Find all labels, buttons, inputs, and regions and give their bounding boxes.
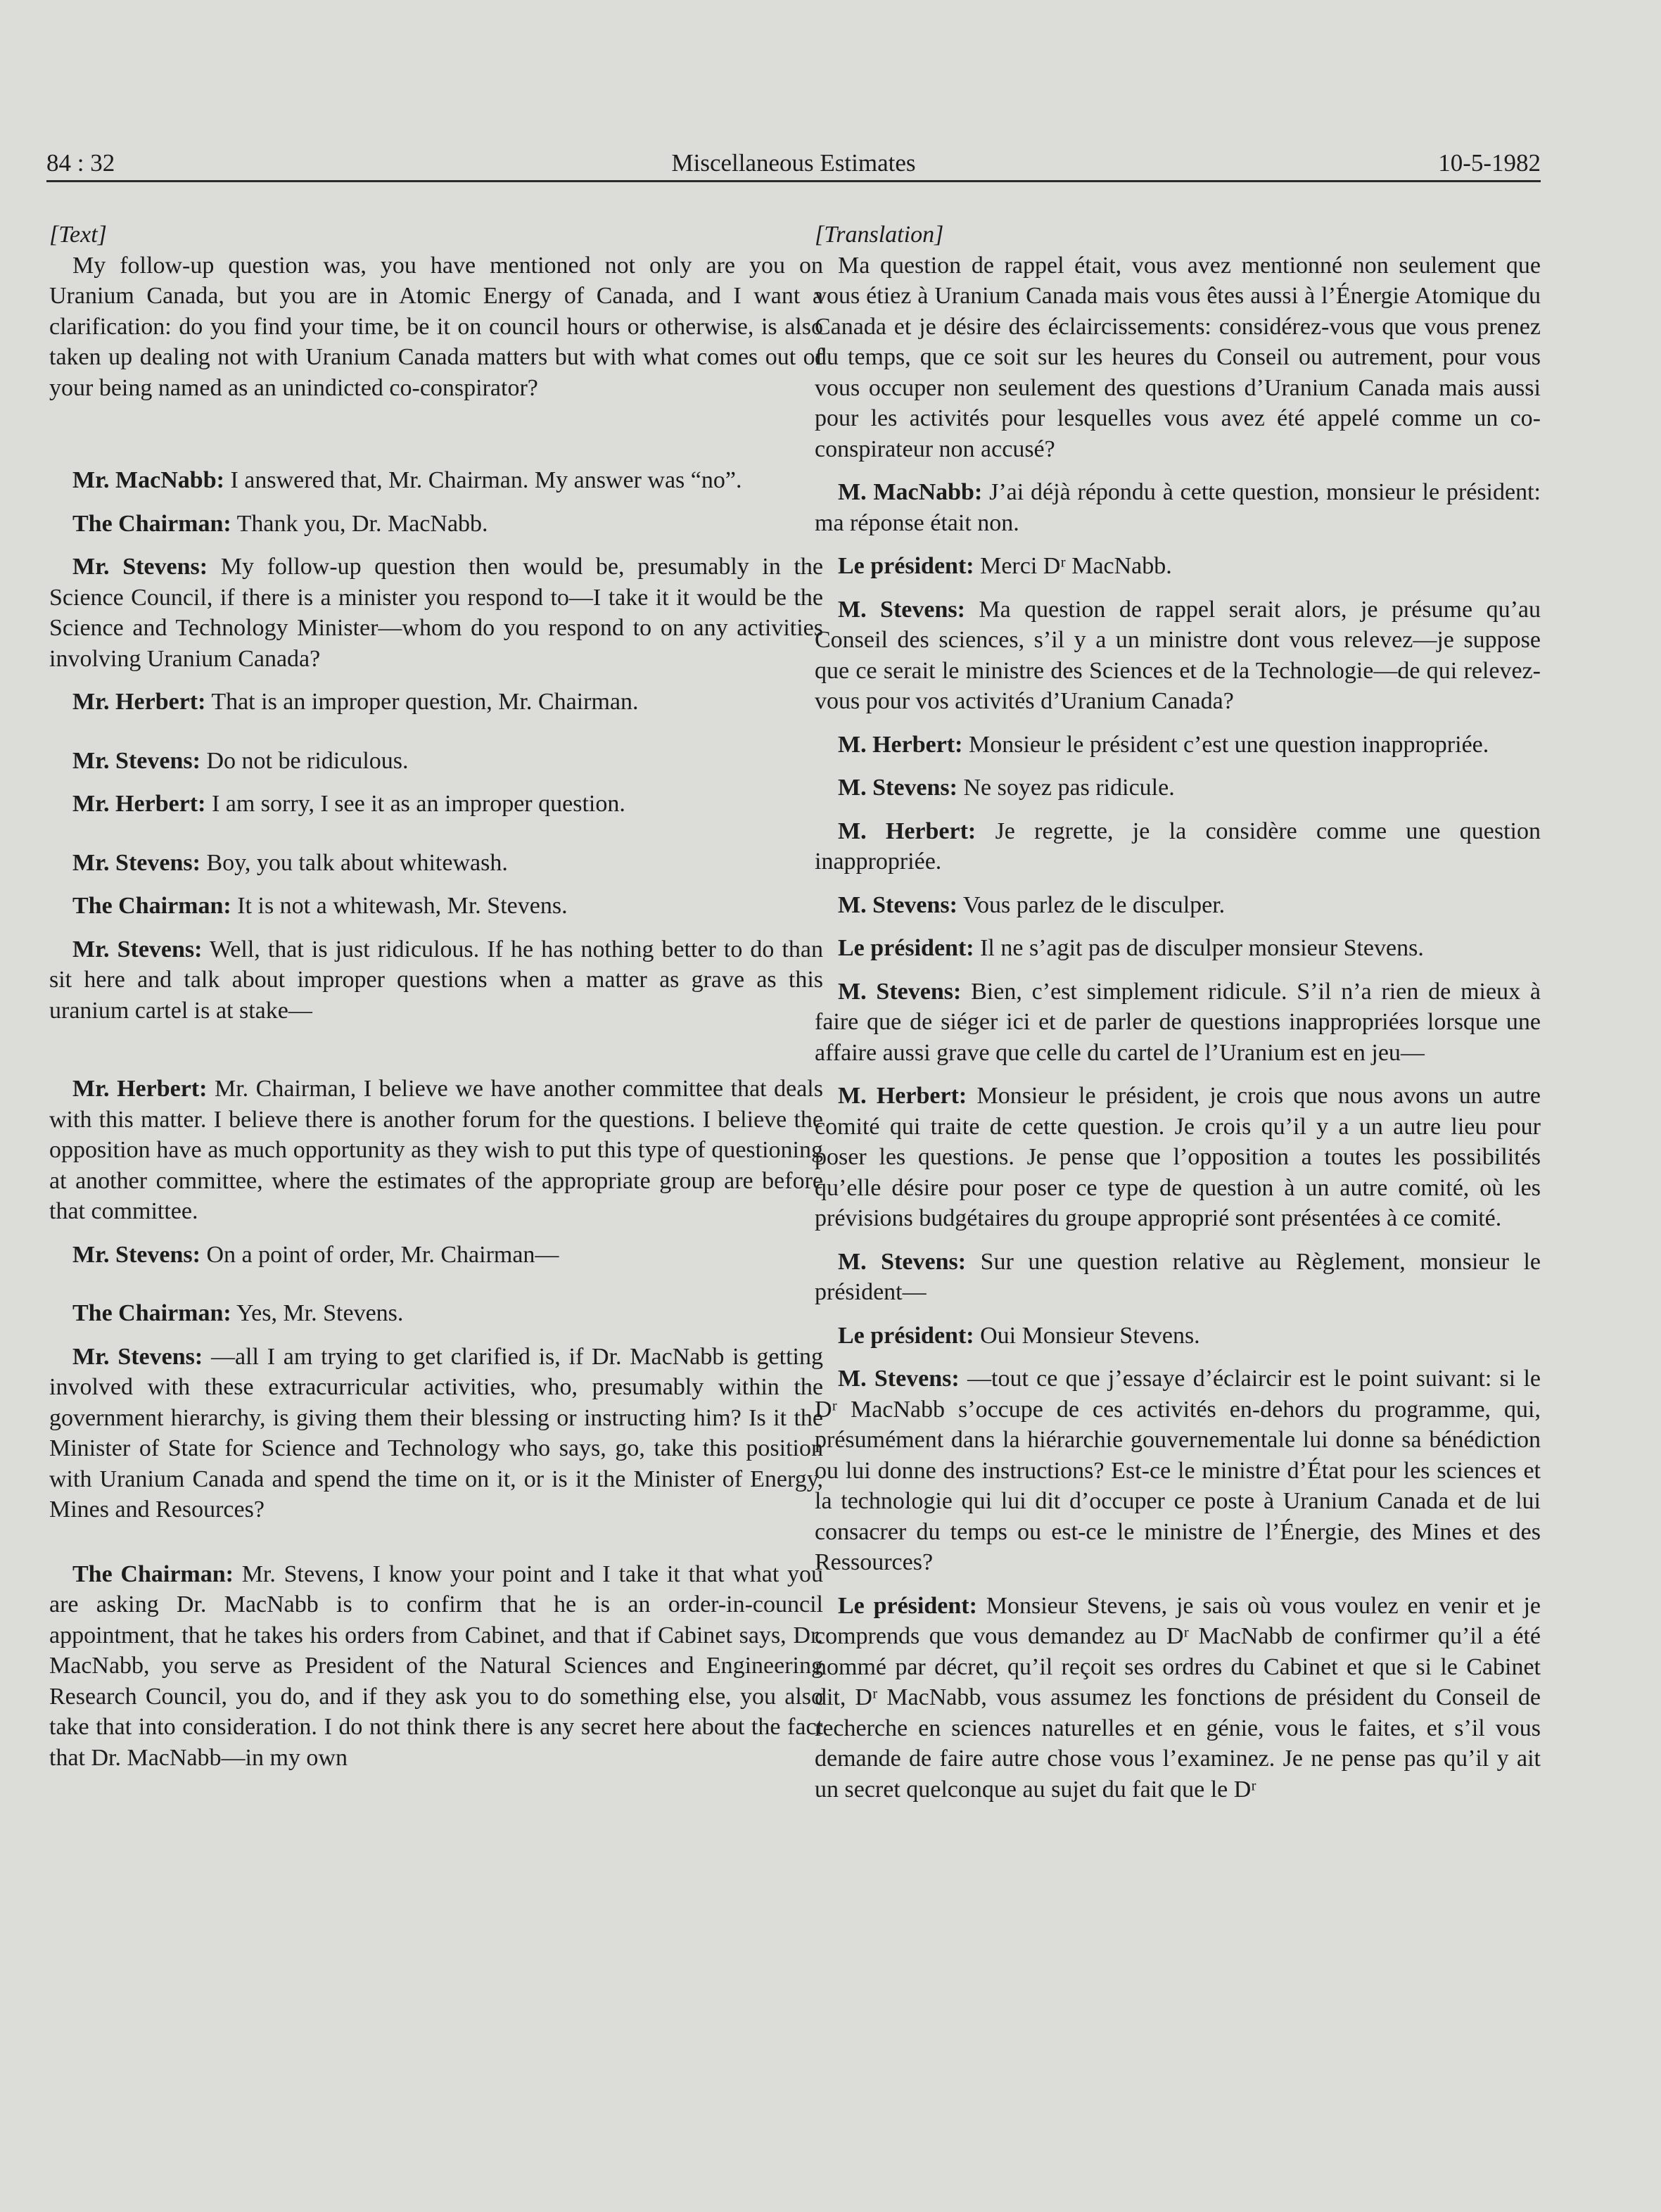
paragraph <box>49 250 823 404</box>
header-date: 10-5-1982 <box>1438 149 1541 177</box>
paragraph-text: That is an improper question, Mr. Chairman. <box>205 689 639 715</box>
speaker-name: M. Stevens: <box>838 775 957 801</box>
paragraph-text: Mr. Stevens, I know your point and I take it that what you are asking Dr. MacNabb is to confirm that he is an order-in-council appointment, that he takes his orders from Cabinet, and that if Cabinet says, Dr. MacNabb, you serve as President of the Natural Sciences and Engineering Research Council, you do, and if they ask you to do something else, you also take that into consideration. I do not think there is any secret here about the fact that Dr. MacNabb—in my own <box>49 1561 824 1771</box>
paragraph <box>49 552 823 674</box>
paragraph-text: Vous parlez de le disculper. <box>957 891 1226 918</box>
paragraph-text: Yes, Mr. Stevens. <box>231 1300 404 1326</box>
paragraph <box>49 687 823 718</box>
speaker-name: M. Herbert: <box>838 1083 967 1109</box>
paragraph-text: My follow-up question then would be, presumably in the Science Council, if there is a minister you respond to—I take it it would be the Science and Technology Minister—whom do you respond to on any activities involving Uranium Canada? <box>49 554 824 672</box>
speaker-name: M. Herbert: <box>838 818 976 844</box>
speaker-name: Mr. Herbert: <box>72 689 206 715</box>
paragraph <box>815 1364 1541 1578</box>
paragraph <box>49 465 823 496</box>
paragraph <box>49 1240 823 1271</box>
paragraph-text: Ne soyez pas ridicule. <box>957 775 1175 801</box>
speaker-name: M. Stevens: <box>838 596 965 623</box>
paragraph <box>815 816 1541 877</box>
paragraph <box>49 1074 823 1227</box>
paragraph-text: Je regrette, je la considère comme une question inappropriée. <box>815 818 1541 875</box>
paragraph <box>815 595 1541 717</box>
english-paragraphs <box>49 250 823 1774</box>
speaker-name: Mr. MacNabb: <box>72 467 224 493</box>
paragraph <box>815 933 1541 964</box>
english-column <box>49 220 823 1773</box>
speaker-name: Mr. Stevens: <box>72 1343 203 1370</box>
header-title: Miscellaneous Estimates <box>671 149 916 177</box>
paragraph-text: I answered that, Mr. Chairman. My answer was “no”. <box>224 467 742 493</box>
speaker-name: The Chairman: <box>72 893 231 919</box>
speaker-name: Le président: <box>838 935 974 961</box>
speaker-name: M. Stevens: <box>838 1366 960 1392</box>
speaker-name: The Chairman: <box>72 510 231 537</box>
paragraph-text: Merci Dʳ MacNabb. <box>974 553 1172 579</box>
paragraph <box>49 509 823 540</box>
paragraph-text: Boy, you talk about whitewash. <box>200 849 508 876</box>
paragraph <box>815 1247 1541 1308</box>
speaker-name: Le président: <box>838 1592 977 1619</box>
paragraph-text: I am sorry, I see it as an improper question. <box>205 791 625 817</box>
speaker-name: Mr. Herbert: <box>72 1076 208 1102</box>
paragraph <box>815 477 1541 538</box>
paragraph-text: It is not a whitewash, Mr. Stevens. <box>231 893 568 919</box>
running-header <box>46 146 1541 182</box>
paragraph <box>815 250 1541 465</box>
speaker-name: M. Herbert: <box>838 731 963 758</box>
paragraph-text: —all I am trying to get clarified is, if Dr. MacNabb is getting involved with these extracurricular activities, who, presumably within the government hierarchy, is giving them their blessing or instructing him? Is it the Minister of State for Science and Technology who says, go, take this position with Uranium Canada and spend the time on it, or is it the Minister of Energy, Mines and Resources? <box>49 1343 823 1523</box>
paragraph-text: Ma question de rappel serait alors, je présume qu’au Conseil des sciences, s’il y a un ministre dont vous relevez—je suppose que ce serait le ministre des Sciences et de la Technologie—de qui relevez-vous pour vos activités d’Uranium Canada? <box>815 596 1541 714</box>
paragraph <box>49 789 823 820</box>
speaker-name: M. MacNabb: <box>838 479 983 505</box>
paragraph-text: —tout ce que j’essaye d’éclaircir est le point suivant: si le Dʳ MacNabb s’occupe de ces activités en-dehors du programme, qui, présumément dans la hiérarchie gouvernementale lui donne sa bénédiction ou lui donne des instructions? Est-ce le ministre d’État pour les sciences et la technologie qui lui dit d’occuper ce poste à Uranium Canada et de lui consacrer du temps ou est-ce le ministre de l’Énergie, des Mines et des Ressources? <box>815 1366 1541 1575</box>
paragraph-text: Mr. Chairman, I believe we have another committee that deals with this matter. I believe there is another forum for the questions. I believe the opposition have as much opportunity as they wish to put this type of questioning at another committee, where the estimates of the appropriate group are before that committee. <box>49 1076 823 1224</box>
paragraph-text: Thank you, Dr. MacNabb. <box>231 510 488 537</box>
speaker-name: M. Stevens: <box>838 1248 967 1275</box>
speaker-name: Mr. Stevens: <box>72 849 201 876</box>
speaker-name: M. Stevens: <box>838 978 962 1005</box>
paragraph-text: Il ne s’agit pas de disculper monsieur Stevens. <box>974 935 1424 961</box>
speaker-name: Le président: <box>838 1322 974 1349</box>
paragraph-text: Ma question de rappel était, vous avez mentionné non seulement que vous étiez à Uranium Canada mais vous êtes aussi à l’Énergie Atomique du Canada et je désire des éclaircissements: considérez-vous que vous prenez du temps, que ce soit sur les heures du Conseil ou autrement, pour vous vous occuper non seulement des questions d’Uranium Canada mais aussi pour les activités pour lesquelles vous avez été appelé comme un co-conspirateur non accusé? <box>815 252 1541 462</box>
paragraph-text: On a point of order, Mr. Chairman— <box>200 1241 559 1268</box>
french-column <box>815 220 1541 1805</box>
translation-label: [Translation] <box>815 222 944 248</box>
paragraph-text: Monsieur le président c’est une question inappropriée. <box>962 731 1489 758</box>
paragraph <box>815 1321 1541 1352</box>
paragraph <box>815 551 1541 582</box>
paragraph-text: Oui Monsieur Stevens. <box>974 1322 1200 1349</box>
paragraph <box>49 848 823 879</box>
paragraph <box>815 730 1541 761</box>
paragraph <box>49 1298 823 1329</box>
paragraph <box>815 977 1541 1069</box>
paragraph <box>815 890 1541 921</box>
paragraph <box>815 773 1541 803</box>
paragraph-text: Monsieur le président, je crois que nous avons un autre comité qui traite de cette question. Je crois qu’il y a un autre lieu pour poser les questions. Je pense que l’opposition a toutes les possibilités qu’elle désire pour poser ce type de question à un autre comité, où les prévisions budgétaires du groupe approprié sont présentées à ce comité. <box>815 1083 1541 1231</box>
paragraph <box>815 1591 1541 1805</box>
paragraph-text: Do not be ridiculous. <box>200 747 409 774</box>
paragraph <box>49 746 823 777</box>
speaker-name: Mr. Stevens: <box>72 936 203 962</box>
speaker-name: M. Stevens: <box>838 891 957 918</box>
paragraph <box>49 934 823 1026</box>
paragraph-text: Well, that is just ridiculous. If he has nothing better to do than sit here and talk about improper questions when a matter as grave as this uranium cartel is at stake— <box>49 936 824 1024</box>
paragraph-text: J’ai déjà répondu à cette question, monsieur le président: ma réponse était non. <box>815 479 1541 536</box>
speaker-name: The Chairman: <box>72 1300 231 1326</box>
speaker-name: Mr. Stevens: <box>72 747 201 774</box>
paragraph-text: My follow-up question was, you have mentioned not only are you on Uranium Canada, but you are in Atomic Energy of Canada, and I want a clarification: do you find your time, be it on council hours or otherwise, is also taken up dealing not with Uranium Canada matters but with what comes out of your being named as an unindicted co-conspirator? <box>49 252 823 401</box>
paragraph <box>49 891 823 922</box>
speaker-name: The Chairman: <box>72 1561 234 1587</box>
page-number: 84 : 32 <box>46 149 115 177</box>
speaker-name: Mr. Stevens: <box>72 1241 201 1268</box>
paragraph-text: Bien, c’est simplement ridicule. S’il n’a rien de mieux à faire que de siéger ici et de parler de questions inappropriées lorsque une affaire aussi grave que celle du cartel de l’Uranium est en jeu— <box>815 978 1541 1066</box>
french-paragraphs <box>815 250 1541 1805</box>
paragraph <box>49 1342 823 1525</box>
speaker-name: Mr. Stevens: <box>72 554 208 580</box>
speaker-name: Mr. Herbert: <box>72 791 206 817</box>
speaker-name: Le président: <box>838 553 974 579</box>
paragraph <box>815 1081 1541 1234</box>
text-label: [Text] <box>49 222 107 248</box>
paragraph-text: Sur une question relative au Règlement, monsieur le président— <box>815 1248 1541 1305</box>
paragraph <box>49 1559 823 1774</box>
paragraph-text: Monsieur Stevens, je sais où vous voulez en venir et je comprends que vous demandez au Dʳ MacNabb de confirmer qu’il a été nommé par décret, qu’il reçoit ses ordres du Cabinet et que si le Cabinet dit, Dʳ MacNabb, vous assumez les fonctions de président du Conseil de recherche en sciences naturelles et en génie, vous le faites, et s’il vous demande de faire autre chose vous l’examinez. Je ne pense pas qu’il y ait un secret quelconque au sujet du fait que le Dʳ <box>815 1592 1541 1803</box>
